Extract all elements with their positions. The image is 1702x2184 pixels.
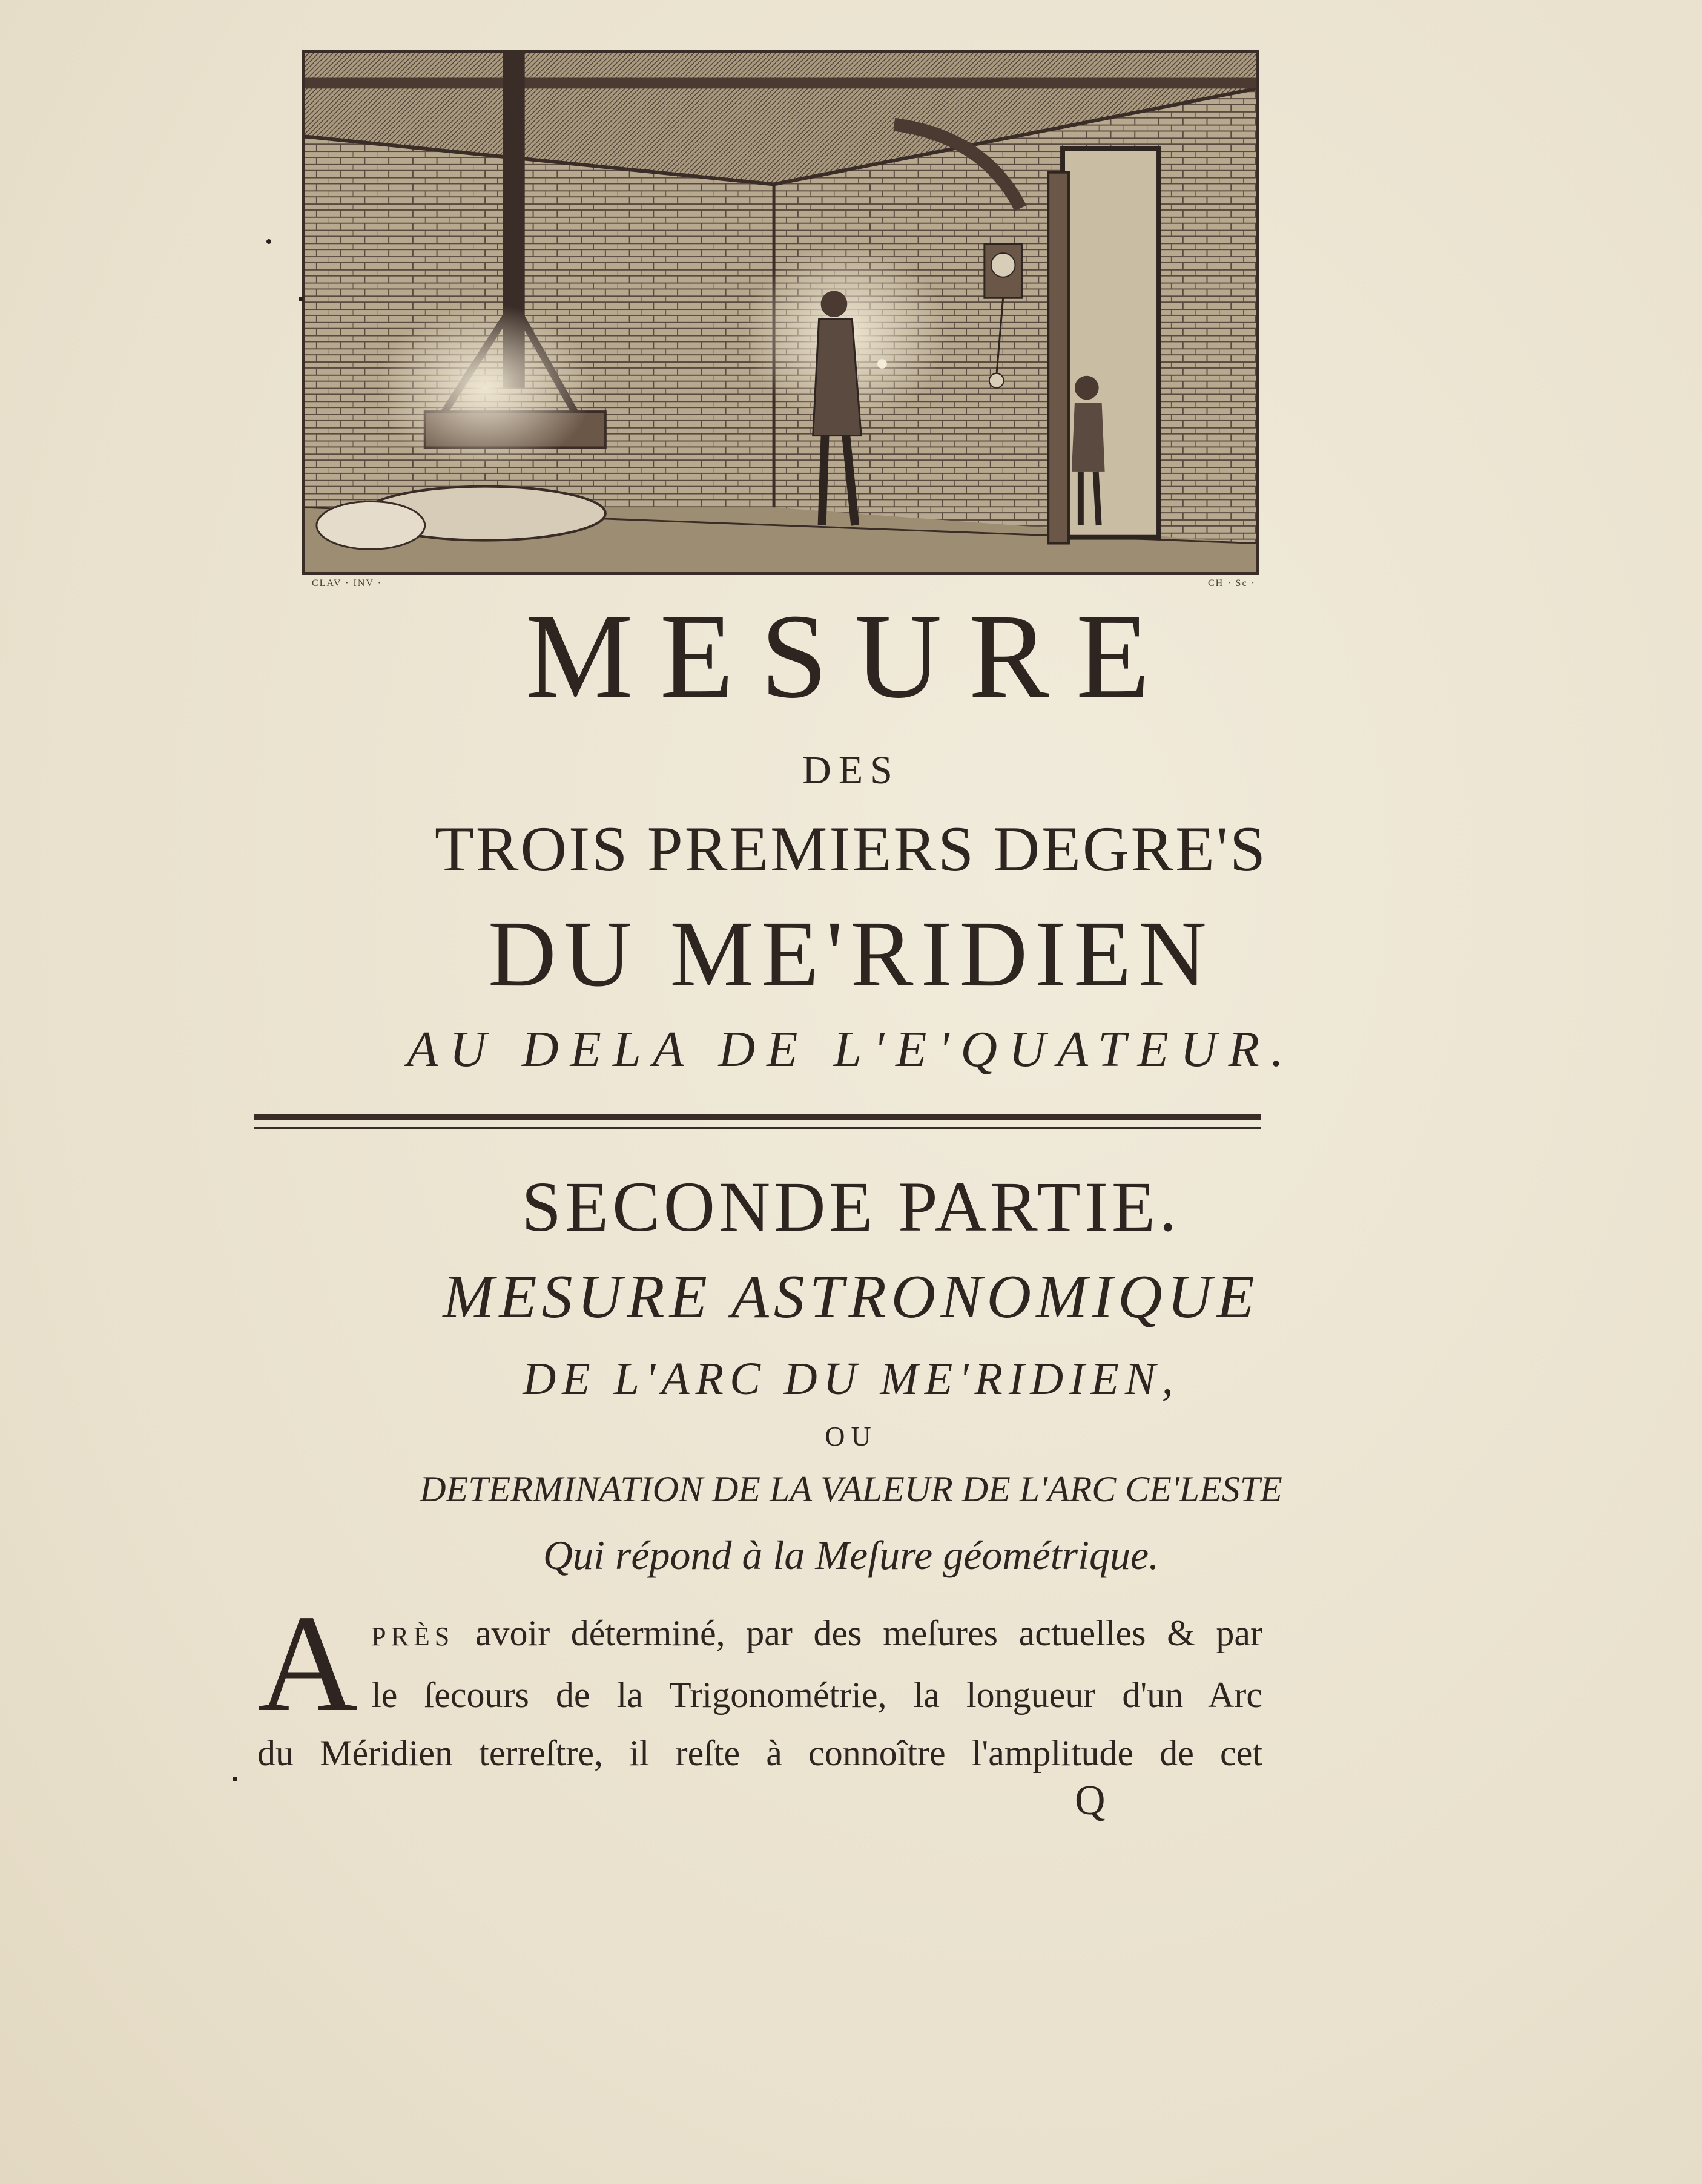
part-subtitle: MESURE ASTRONOMIQUE	[443, 1263, 1259, 1331]
catchword: Q	[1075, 1777, 1106, 1824]
title-line-4: AU DELA DE L'E'QUATEUR.	[407, 1021, 1295, 1077]
title-line-3: DU ME'RIDIEN	[488, 901, 1214, 1006]
part-subtitle-4: Qui répond à la Meſure géométrique.	[543, 1532, 1159, 1578]
ink-speck	[266, 239, 271, 244]
drop-cap: A	[257, 1586, 358, 1740]
double-rule-thick	[254, 1114, 1261, 1120]
body-line-3: du Méridien terreſtre, il reſte à connoître l'amplitude de cet	[257, 1733, 1262, 1773]
double-rule-thin	[254, 1127, 1261, 1129]
part-ou: OU	[825, 1421, 877, 1452]
body-line-1-text: avoir déterminé, par des meſures actuelles & par	[475, 1613, 1262, 1653]
ink-speck	[233, 1777, 237, 1781]
part-subtitle-2: DE L'ARC DU ME'RIDIEN,	[523, 1353, 1179, 1404]
engraving-illustration	[305, 53, 1256, 572]
title-line-2: TROIS PREMIERS DEGRE'S	[435, 814, 1267, 884]
frontispiece-engraving	[302, 50, 1259, 575]
body-paragraph	[257, 1586, 1262, 1782]
ink-speck	[299, 297, 303, 301]
body-line-1-smallcaps: PRÈS	[371, 1622, 455, 1651]
part-subtitle-3: DETERMINATION DE LA VALEUR DE L'ARC CE'LESTE	[420, 1469, 1282, 1509]
engraving-signature-right: CH · Sc ·	[1208, 578, 1256, 588]
engraving-signature-left: CLAV · INV ·	[312, 578, 383, 588]
title-main: MESURE	[525, 590, 1177, 723]
title-des: DES	[802, 748, 900, 792]
body-line-1	[257, 1604, 1262, 1666]
part-heading: SECONDE PARTIE.	[521, 1167, 1181, 1246]
body-line-2: le ſecours de la Trigonométrie, la longueur d'un Arc	[371, 1675, 1262, 1715]
